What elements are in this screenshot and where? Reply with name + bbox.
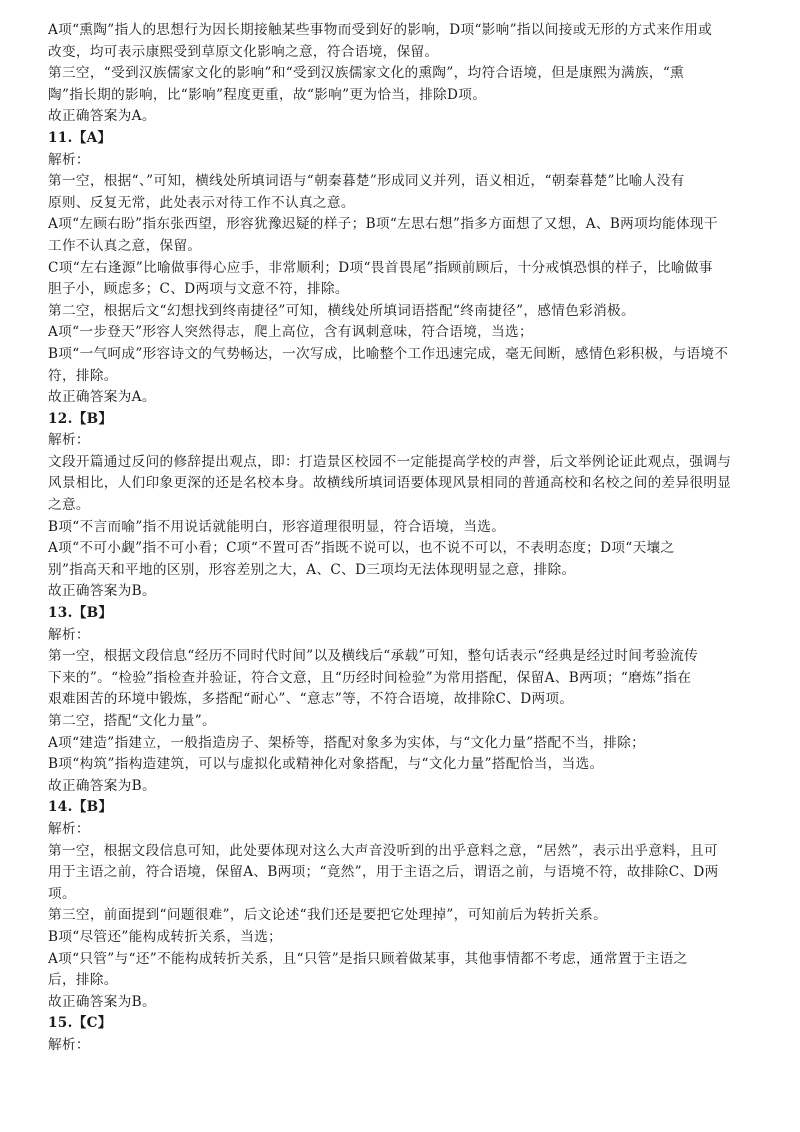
text-line: 后，排除。: [48, 972, 118, 989]
text-line: 风景相比，人们印象更深的还是名校本身。故横线所填词语要体现风景相同的普通高校和名校之间的差异很明显: [48, 475, 732, 492]
text-line: A项“不可小觑”指不可小看；C项“不置可否”指既不说可以，也不说不可以，不表明态度；D项“天壤之: [48, 540, 675, 557]
answer-conclusion: 故正确答案为B。: [48, 777, 156, 794]
analysis-label: 解析：: [48, 151, 90, 168]
text-line: 工作不认真之意，保留。: [48, 237, 202, 254]
answer-conclusion: 故正确答案为A。: [48, 389, 156, 406]
text-line: A项“左顾右盼”指东张西望，形容犹豫迟疑的样子；B项“左思右想”指多方面想了又想，A、B两项均能体现干: [48, 216, 718, 233]
analysis-label: 解析：: [48, 820, 90, 837]
text-line: 用于主语之前，符合语境，保留A、B两项；“竟然”，用于主语之后，谓语之前，与语境不符，故排除C、D两: [48, 864, 719, 881]
text-line: 艰难困苦的环境中锻炼，多搭配“耐心”、“意志”等，不符合语境，故排除C、D两项。: [48, 691, 574, 708]
analysis-label: 解析：: [48, 626, 90, 643]
text-line: 第一空，根据文段信息可知，此处要体现对这么大声音没听到的出乎意料之意，“居然”，表示出乎意料，且可: [48, 842, 718, 859]
text-line: 第三空，前面提到“问题很难”，后文论述“我们还是要把它处理掉”，可知前后为转折关系。: [48, 907, 608, 924]
text-line: 别”指高天和平地的区别，形容差别之大，A、C、D三项均无法体现明显之意，排除。: [48, 561, 576, 578]
text-line: B项“构筑”指构造建筑，可以与虚拟化或精神化对象搭配，与“文化力量”搭配恰当，当选。: [48, 756, 604, 773]
text-line: 陶”指长期的影响，比“影响”程度更重，故“影响”更为恰当，排除D项。: [48, 86, 487, 103]
question-number-13: 13.【B】: [48, 605, 113, 622]
text-line: 胆子小，顾虑多；C、D两项与文意不符，排除。: [48, 281, 349, 298]
text-line: B项“一气呵成”形容诗文的气势畅达，一次写成，比喻整个工作迅速完成，毫无间断，感情色彩积极，与语境不: [48, 345, 729, 362]
text-line: A项“建造”指建立，一般指造房子、架桥等，搭配对象多为实体，与“文化力量”搭配不当，排除；: [48, 734, 646, 751]
question-number-11: 11.【A】: [48, 129, 112, 146]
text-line: 第一空，根据文段信息“经历不同时代时间”以及横线后“承载”可知，整句话表示“经典是经过时间考验流传: [48, 648, 699, 665]
text-line: A项“熏陶”指人的思想行为因长期接触某些事物而受到好的影响，D项“影响”指以间接或无形的方式来作用或: [48, 22, 713, 38]
text-line: 第二空，根据后文“幻想找到终南捷径”可知，横线处所填词语搭配“终南捷径”，感情色彩消极。: [48, 302, 635, 319]
text-line: 第二空，搭配“文化力量”。: [48, 713, 216, 729]
question-number-14: 14.【B】: [48, 799, 113, 816]
answer-conclusion: 故正确答案为B。: [48, 583, 156, 600]
text-line: 原则、反复无常，此处表示对待工作不认真之意。: [48, 194, 355, 211]
text-line: B项“尽管还”能构成转折关系，当选；: [48, 928, 283, 945]
text-line: B项“不言而喻”指不用说话就能明白，形容道理很明显，符合语境，当选。: [48, 518, 506, 535]
text-line: 项。: [48, 885, 76, 902]
answer-conclusion: 故正确答案为B。: [48, 993, 156, 1010]
answer-conclusion: 故正确答案为A。: [48, 108, 156, 125]
text-line: 第一空，根据“、”可知，横线处所填词语与“朝秦暮楚”形成同义并列，语义相近，“朝秦暮楚”比喻人没有: [48, 173, 685, 190]
text-line: 文段开篇通过反问的修辞提出观点，即：打造景区校园不一定能提高学校的声誉，后文举例论证此观点，强调与: [48, 453, 732, 470]
question-number-15: 15.【C】: [48, 1015, 112, 1032]
text-line: 之意。: [48, 497, 90, 514]
question-number-12: 12.【B】: [48, 410, 113, 427]
analysis-label: 解析：: [48, 1036, 90, 1053]
text-line: 改变，均可表示康熙受到草原文化影响之意，符合语境，保留。: [48, 43, 439, 60]
text-line: A项“只管”与“还”不能构成转折关系，且“只管”是指只顾着做某事，其他事情都不考虑，通常置于主语之: [48, 950, 688, 967]
text-line: 第三空，“受到汉族儒家文化的影响”和“受到汉族儒家文化的熏陶”，均符合语境，但是康熙为满族，“熏: [48, 65, 685, 82]
text-line: A项“一步登天”形容人突然得志，爬上高位，含有讽刺意味，符合语境，当选；: [48, 324, 533, 341]
text-line: C项“左右逢源”比喻做事得心应手，非常顺利；D项“畏首畏尾”指顾前顾后，十分戒慎恐惧的样子，比喻做事: [48, 259, 713, 276]
text-line: 下来的”。“检验”指检查并验证，符合文意，且“历经时间检验”为常用搭配，保留A、B两项；“磨炼”指在: [48, 669, 692, 686]
text-line: 符，排除。: [48, 367, 118, 384]
analysis-label: 解析：: [48, 432, 90, 449]
